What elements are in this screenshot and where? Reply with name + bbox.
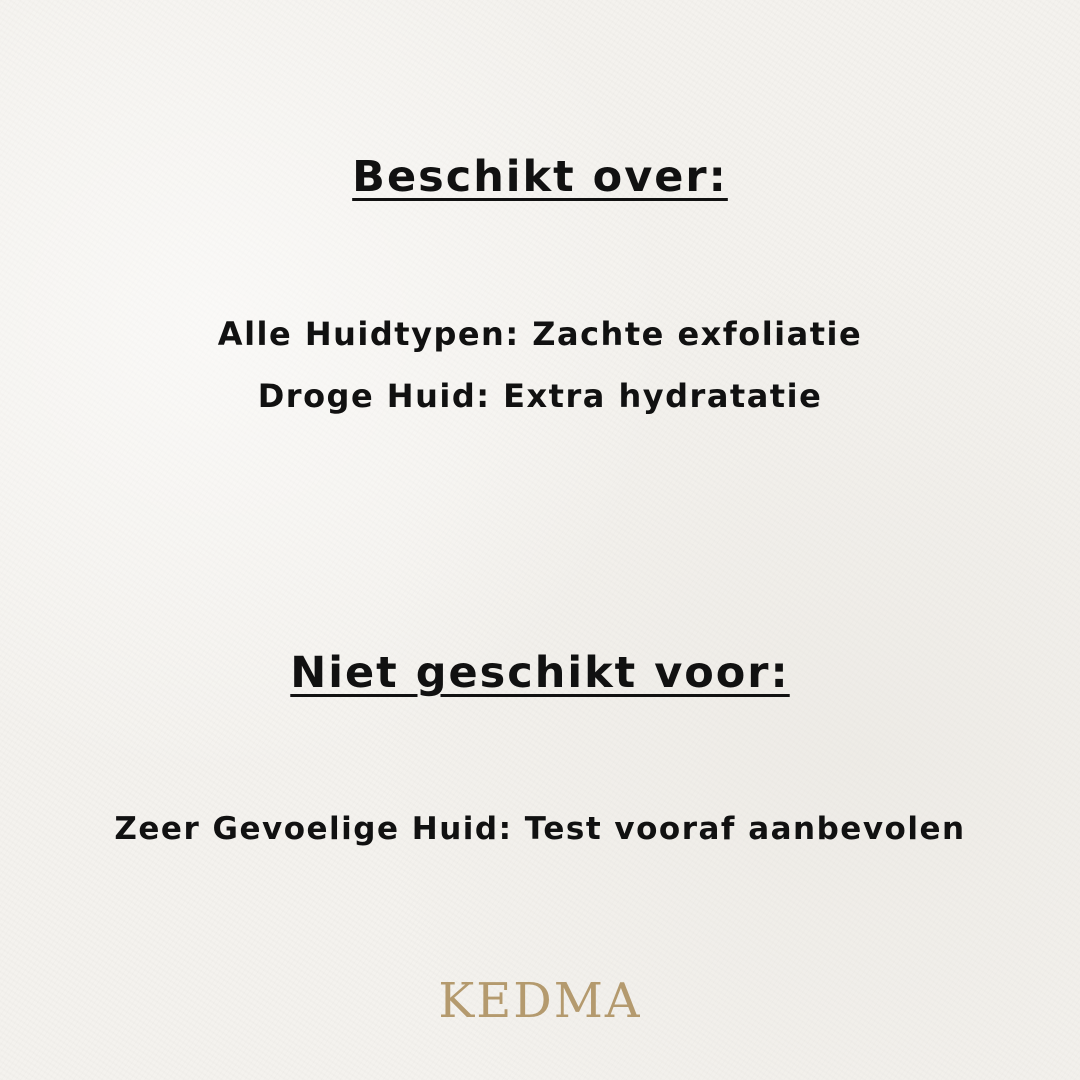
suitable-heading: Beschikt over: — [352, 152, 728, 202]
not-suitable-item-sensitive-skin: Zeer Gevoelige Huid: Test vooraf aanbevolen — [114, 811, 966, 847]
suitable-item-all-skin-types: Alle Huidtypen: Zachte exfoliatie — [217, 315, 863, 353]
not-suitable-heading: Niet geschikt voor: — [290, 648, 790, 698]
suitable-item-dry-skin: Droge Huid: Extra hydratatie — [257, 377, 823, 415]
brand-logo: KEDMA — [438, 973, 642, 1029]
